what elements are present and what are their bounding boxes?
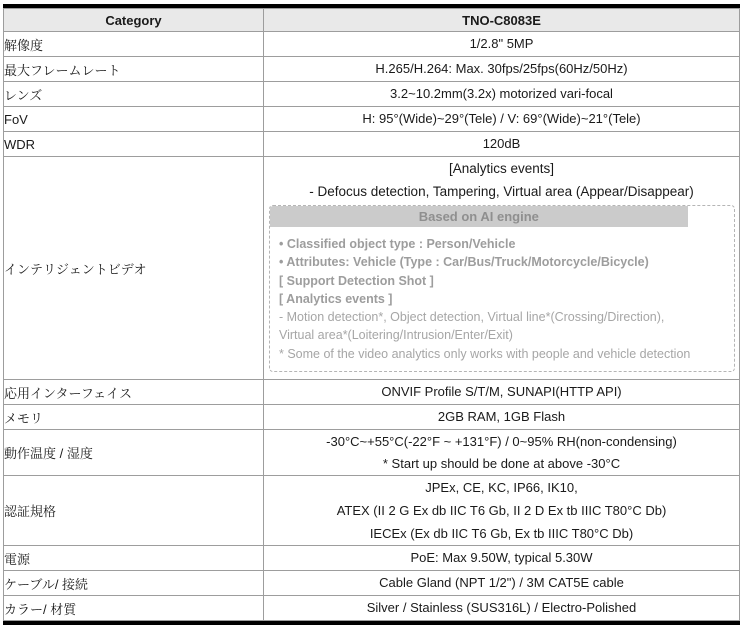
ai-box-line: • Classified object type : Person/Vehicle bbox=[279, 237, 516, 251]
value-cell bbox=[264, 380, 740, 405]
row-color-material bbox=[4, 596, 740, 621]
value-cell bbox=[264, 132, 740, 157]
ai-box-line: • Attributes: Vehicle (Type : Car/Bus/Truck/Motorcycle/Bicycle) bbox=[279, 255, 649, 270]
category-cell: WDR bbox=[4, 132, 264, 157]
ai-box-line: [ Support Detection Shot ] bbox=[279, 273, 434, 288]
ai-engine-box-title: Based on AI engine bbox=[270, 206, 688, 227]
row-interface bbox=[4, 380, 740, 405]
category-cell: インテリジェントビデオ bbox=[4, 157, 264, 380]
header-model: TNO-C8083E bbox=[264, 9, 740, 32]
category-cell: レンズ bbox=[4, 82, 264, 107]
value-line: 120dB bbox=[482, 136, 521, 151]
row-lens bbox=[4, 82, 740, 107]
row-cable-connection bbox=[4, 571, 740, 596]
ai-box-line: * Some of the video analytics only works with people and vehicle detection bbox=[279, 346, 691, 361]
row-fov bbox=[4, 107, 740, 132]
value-line: 2GB RAM, 1GB Flash bbox=[437, 409, 566, 425]
row-memory bbox=[4, 405, 740, 430]
row-power bbox=[4, 546, 740, 571]
value-line: PoE: Max 9.50W, typical 5.30W bbox=[410, 550, 593, 566]
ai-box-line: - Motion detection*, Object detection, Virtual line*(Crossing/Direction), bbox=[279, 310, 665, 325]
value-line: ONVIF Profile S/T/M, SUNAPI(HTTP API) bbox=[381, 384, 622, 400]
row-resolution bbox=[4, 32, 740, 57]
value-cell bbox=[264, 107, 740, 132]
spec-sheet bbox=[3, 4, 740, 625]
category-cell: 電源 bbox=[4, 546, 264, 571]
value-line: Cable Gland (NPT 1/2") / 3M CAT5E cable bbox=[379, 575, 624, 591]
ai-box-line: Virtual area*(Loitering/Intrusion/Enter/Exit) bbox=[279, 328, 513, 343]
value-cell bbox=[264, 571, 740, 596]
category-cell: 認証規格 bbox=[4, 476, 264, 546]
analytics-events-line: - Defocus detection, Tampering, Virtual area (Appear/Disappear) bbox=[309, 184, 694, 199]
value-line: 1/2.8" 5MP bbox=[469, 36, 534, 51]
row-intelligent-video bbox=[4, 157, 740, 380]
value-cell bbox=[264, 596, 740, 621]
value-cell bbox=[264, 476, 740, 546]
spec-table bbox=[3, 8, 740, 621]
value-cell bbox=[264, 57, 740, 82]
value-line: 3.2~10.2mm(3.2x) motorized vari-focal bbox=[390, 86, 613, 101]
row-operating-temp-humidity bbox=[4, 430, 740, 476]
category-cell: 解像度 bbox=[4, 32, 264, 57]
row-max-framerate bbox=[4, 57, 740, 82]
ai-engine-box-body bbox=[270, 227, 734, 371]
value-line: H.265/H.264: Max. 30fps/25fps(60Hz/50Hz) bbox=[375, 61, 628, 76]
value-line: Silver / Stainless (SUS316L) / Electro-Polished bbox=[366, 600, 637, 616]
category-cell: 動作温度 / 湿度 bbox=[4, 430, 264, 476]
row-wdr bbox=[4, 132, 740, 157]
value-line: ATEX (II 2 G Ex db IIC T6 Gb, II 2 D Ex tb IIIC T80°C Db) bbox=[336, 503, 667, 519]
analytics-events-heading: [Analytics events] bbox=[448, 161, 555, 176]
ai-engine-box bbox=[269, 205, 735, 372]
value-cell bbox=[264, 405, 740, 430]
value-cell bbox=[264, 82, 740, 107]
row-certifications bbox=[4, 476, 740, 546]
value-cell bbox=[264, 32, 740, 57]
category-cell: ケーブル/ 接続 bbox=[4, 571, 264, 596]
value-line: JPEx, CE, KC, IP66, IK10, bbox=[425, 480, 578, 496]
value-line: * Start up should be done at above -30°C bbox=[382, 455, 621, 471]
category-cell: FoV bbox=[4, 107, 264, 132]
value-line: -30°C~+55°C(-22°F ~ +131°F) / 0~95% RH(non-condensing) bbox=[326, 433, 677, 449]
value-cell bbox=[264, 546, 740, 571]
category-cell: 最大フレームレート bbox=[4, 57, 264, 82]
category-cell: カラー/ 材質 bbox=[4, 596, 264, 621]
category-cell: メモリ bbox=[4, 405, 264, 430]
value-cell bbox=[264, 430, 740, 476]
value-line: IECEx (Ex db IIC T6 Gb, Ex tb IIIC T80°C Db) bbox=[369, 526, 634, 542]
category-cell: 応用インターフェイス bbox=[4, 380, 264, 405]
header-category: Category bbox=[4, 9, 264, 32]
value-line: H: 95°(Wide)~29°(Tele) / V: 69°(Wide)~21°(Tele) bbox=[362, 111, 641, 126]
value-cell bbox=[264, 157, 740, 380]
header-row bbox=[4, 9, 740, 32]
ai-box-line: [ Analytics events ] bbox=[279, 291, 393, 306]
